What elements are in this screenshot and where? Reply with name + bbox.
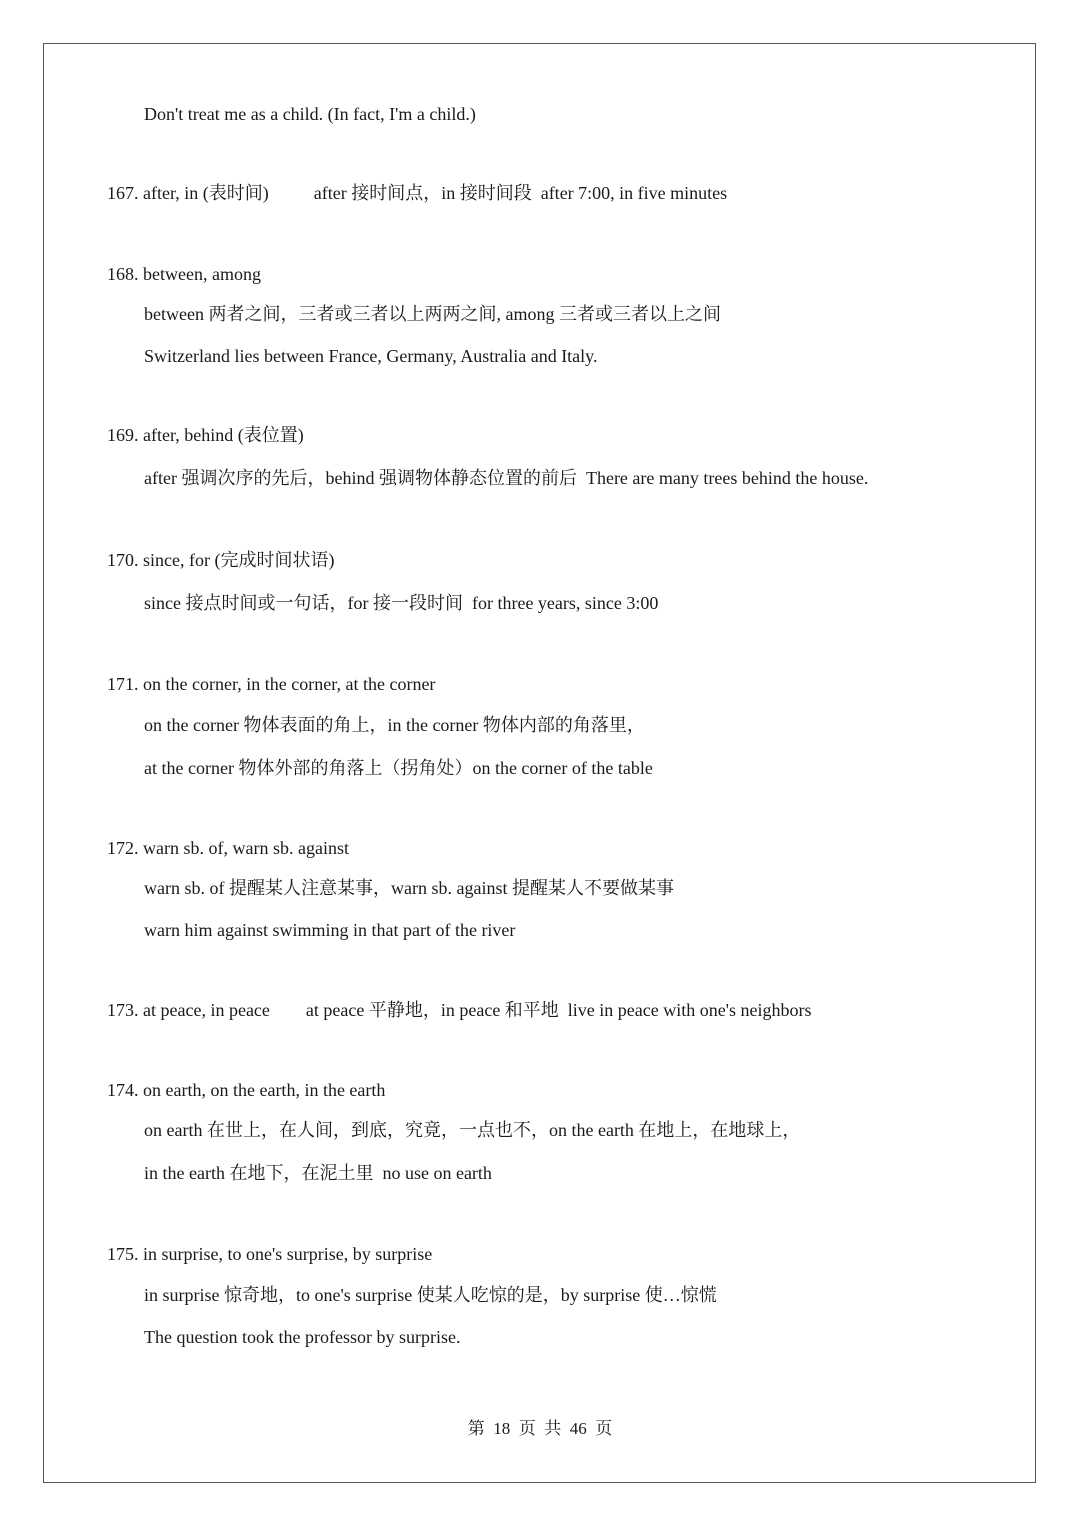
entry-171-heading: 171. on the corner, in the corner, at the corner [107,674,436,694]
entry-175-explanation: in surprise 惊奇地，to one's surprise 使某人吃惊的是，by surprise 使…惊慌 [144,1285,717,1305]
entry-171-explanation: on the corner 物体表面的角上，in the corner 物体内部的角落里， [144,715,645,735]
entry-170-heading: 170. since, for (完成时间状语) [107,550,335,570]
entry-168-heading: 168. between, among [107,264,261,284]
page-number-footer: 第 18 页 共 46 页 [467,1419,613,1438]
entry-172-example: warn him against swimming in that part of the river [144,920,516,940]
entry-174-example: in the earth 在地下，在泥土里 no use on earth [144,1163,492,1183]
entry-168-example: Switzerland lies between France, Germany, Australia and Italy. [144,346,598,366]
entry-168-explanation: between 两者之间，三者或三者以上两两之间, among 三者或三者以上之间 [144,304,721,324]
entry-172-heading: 172. warn sb. of, warn sb. against [107,838,349,858]
entry-171-example: at the corner 物体外部的角落上（拐角处）on the corner of the table [144,758,653,778]
entry-175-example: The question took the professor by surprise. [144,1327,461,1347]
entry-167-heading: 167. after, in (表时间) after 接时间点，in 接时间段 after 7:00, in five minutes [107,183,728,203]
entry-170-explanation: since 接点时间或一句话，for 接一段时间 for three years, since 3:00 [144,593,659,613]
example-line: Don't treat me as a child. (In fact, I'm a child.) [144,104,476,124]
entry-172-explanation: warn sb. of 提醒某人注意某事，warn sb. against 提醒某人不要做某事 [144,878,674,898]
entry-175-heading: 175. in surprise, to one's surprise, by surprise [107,1244,433,1264]
entry-174-explanation: on earth 在世上，在人间，到底，究竟，一点也不，on the earth 在地上，在地球上， [144,1120,801,1140]
entry-173-heading: 173. at peace, in peace at peace 平静地，in peace 和平地 live in peace with one's neighbors [107,1000,812,1020]
entry-169-heading: 169. after, behind (表位置) [107,425,304,445]
entry-174-heading: 174. on earth, on the earth, in the earth [107,1080,386,1100]
entry-169-explanation: after 强调次序的先后，behind 强调物体静态位置的前后 There are many trees behind the house. [144,468,869,488]
